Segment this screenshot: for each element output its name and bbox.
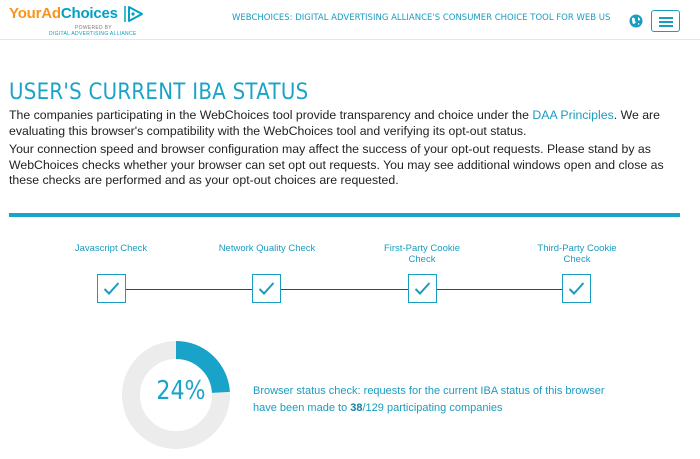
checkmark-icon xyxy=(568,281,585,296)
completed-count: 38 xyxy=(350,402,363,414)
hamburger-menu-button[interactable] xyxy=(651,10,680,32)
network-quality-check-box xyxy=(252,274,281,303)
logo-alliance: DIGITAL ADVERTISING ALLIANCE xyxy=(49,31,137,37)
step-label-first-party-cookie-check: First-Party Cookie Check xyxy=(383,243,460,265)
status-message: Browser status check: requests for the current IBA status of this browser have been made to 38/129 participating companies xyxy=(253,385,605,414)
first-party-cookie-check-box xyxy=(408,274,437,303)
progress-percent: 24% xyxy=(156,376,206,406)
page-title: USER'S CURRENT IBA STATUS xyxy=(9,80,309,105)
daa-principles-link[interactable]: DAA Principles xyxy=(532,108,614,122)
step-label-javascript-check: Javascript Check xyxy=(74,243,148,254)
globe-icon[interactable] xyxy=(629,14,643,28)
intro-paragraph: The companies participating in the WebChoices tool provide transparency and choice under the DAA Principles. We are evaluating this browser's compatibility with the WebChoices tool and verifying its opt-out status. xyxy=(9,108,660,138)
section-divider xyxy=(9,213,680,217)
header-tagline: WEBCHOICES: DIGITAL ADVERTISING ALLIANCE'S CONSUMER CHOICE TOOL FOR WEB US xyxy=(232,13,611,23)
logo-wordmark: YourAdChoices xyxy=(9,5,118,22)
logo-powered-by: POWERED BY xyxy=(75,25,112,31)
step-label-network-quality-check: Network Quality Check xyxy=(218,243,316,254)
checkmark-icon xyxy=(258,281,275,296)
menu-line xyxy=(659,17,673,19)
third-party-cookie-check-box xyxy=(562,274,591,303)
step-label-third-party-cookie-check: Third-Party Cookie Check xyxy=(537,243,617,265)
connection-paragraph: Your connection speed and browser configuration may affect the success of your opt-out requests. Please stand by as WebChoices checks whether your browser can set opt out requests. You may see additional windows open and close as these checks are performed and as your opt-out choices are requested. xyxy=(9,142,664,187)
adchoices-icon xyxy=(123,4,145,24)
site-header xyxy=(0,0,700,40)
step-connector xyxy=(437,289,563,290)
step-connector xyxy=(126,289,253,290)
javascript-check-box xyxy=(97,274,126,303)
menu-line xyxy=(659,25,673,27)
checkmark-icon xyxy=(414,281,431,296)
youradchoices-logo[interactable] xyxy=(9,3,149,37)
checkmark-icon xyxy=(103,281,120,296)
menu-line xyxy=(659,21,673,23)
step-connector xyxy=(281,289,409,290)
